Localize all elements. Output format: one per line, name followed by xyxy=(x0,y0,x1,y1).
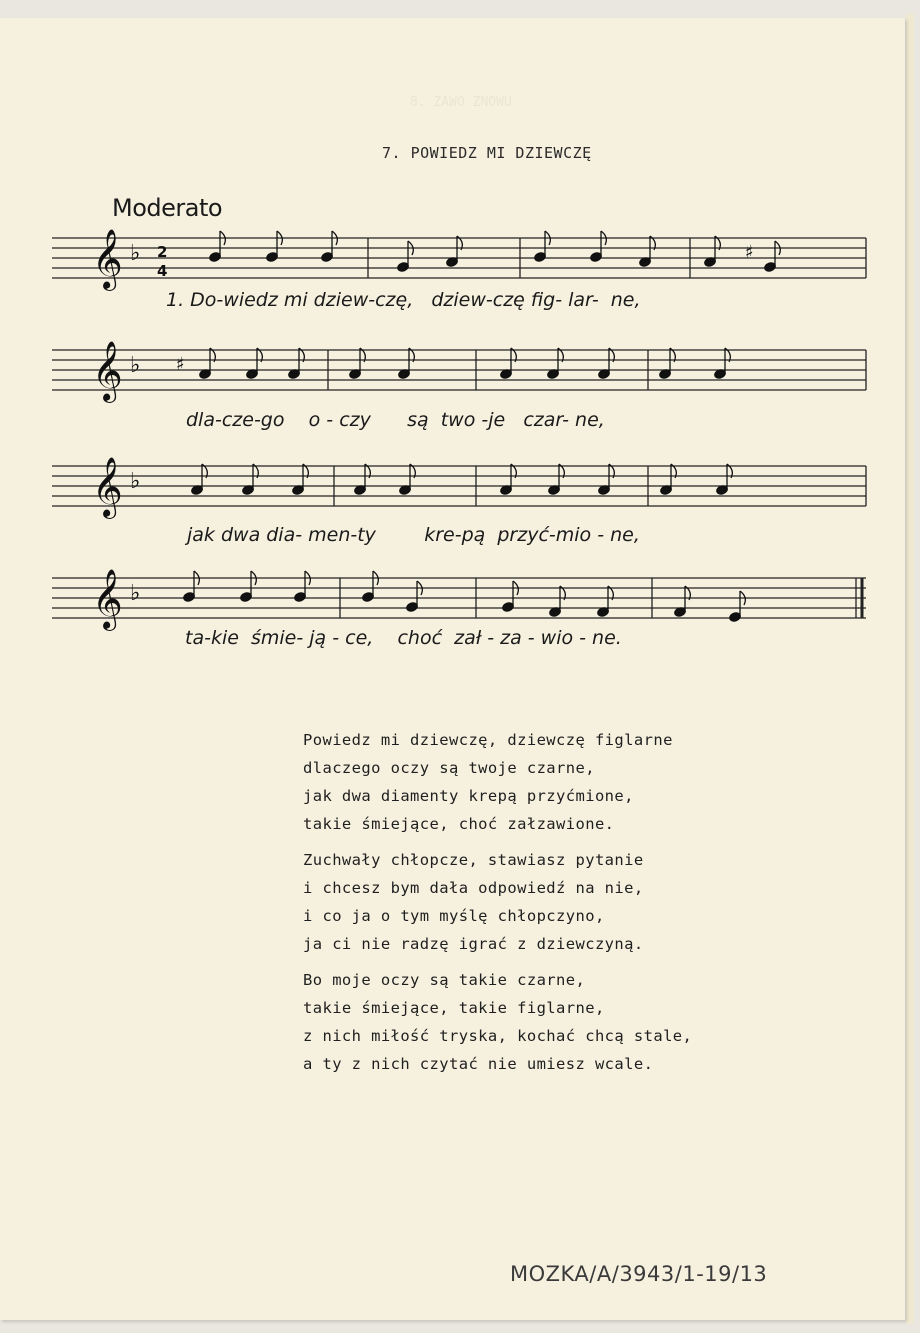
archive-signature: MOZKA/A/3943/1-19/13 xyxy=(510,1262,768,1286)
poem-line: Bo moje oczy są takie czarne, xyxy=(303,971,586,989)
treble-clef-icon: 𝄞 xyxy=(92,229,123,289)
sharp-sign-icon: ♯ xyxy=(176,354,185,375)
flat-sign-icon: ♭ xyxy=(130,581,141,606)
lyric-line: jak dwa dia- men-ty kre-pą przyć-mio - ne, xyxy=(187,524,640,546)
time-signature: 4 xyxy=(157,262,168,280)
sharp-sign-icon: ♯ xyxy=(745,242,754,263)
time-signature: 2 xyxy=(157,243,168,261)
stanza xyxy=(303,726,692,838)
poem-line: dlaczego oczy są twoje czarne, xyxy=(303,759,595,777)
stanza xyxy=(303,966,692,1078)
poem-line: takie śmiejące, choć załzawione. xyxy=(303,815,615,833)
treble-clef-icon: 𝄞 xyxy=(92,569,123,629)
treble-clef-icon: 𝄞 xyxy=(92,457,123,517)
lyric-line: 1. Do-wiedz mi dziew-czę, dziew-czę fig- lar- ne, xyxy=(166,289,641,311)
poem-line: takie śmiejące, takie figlarne, xyxy=(303,999,605,1017)
tempo-marking: Moderato xyxy=(112,194,223,222)
flat-sign-icon: ♭ xyxy=(130,241,141,266)
show-through: 8. ZAWO ZNOWU xyxy=(410,95,512,110)
flat-sign-icon: ♭ xyxy=(130,469,141,494)
lyric-line: dla-cze-go o - czy są two -je czar- ne, xyxy=(186,409,605,431)
flat-sign-icon: ♭ xyxy=(130,353,141,378)
poem-line: i co ja o tym myślę chłopczyno, xyxy=(303,907,605,925)
poem-line: i chcesz bym dała odpowiedź na nie, xyxy=(303,879,644,897)
poem-text xyxy=(303,726,692,1086)
poem-line: Powiedz mi dziewczę, dziewczę figlarne xyxy=(303,731,673,749)
poem-line: z nich miłość tryska, kochać chcą stale, xyxy=(303,1027,693,1045)
poem-line: jak dwa diamenty krepą przyćmione, xyxy=(303,787,634,805)
poem-line: ja ci nie radzę igrać z dziewczyną. xyxy=(303,935,644,953)
lyric-line: ta-kie śmie- ją - ce, choć zał - za - wio - ne. xyxy=(185,627,622,649)
stanza xyxy=(303,846,692,958)
song-title: 7. POWIEDZ MI DZIEWCZĘ xyxy=(382,144,592,162)
poem-line: Zuchwały chłopcze, stawiasz pytanie xyxy=(303,851,644,869)
poem-line: a ty z nich czytać nie umiesz wcale. xyxy=(303,1055,654,1073)
treble-clef-icon: 𝄞 xyxy=(92,341,123,401)
